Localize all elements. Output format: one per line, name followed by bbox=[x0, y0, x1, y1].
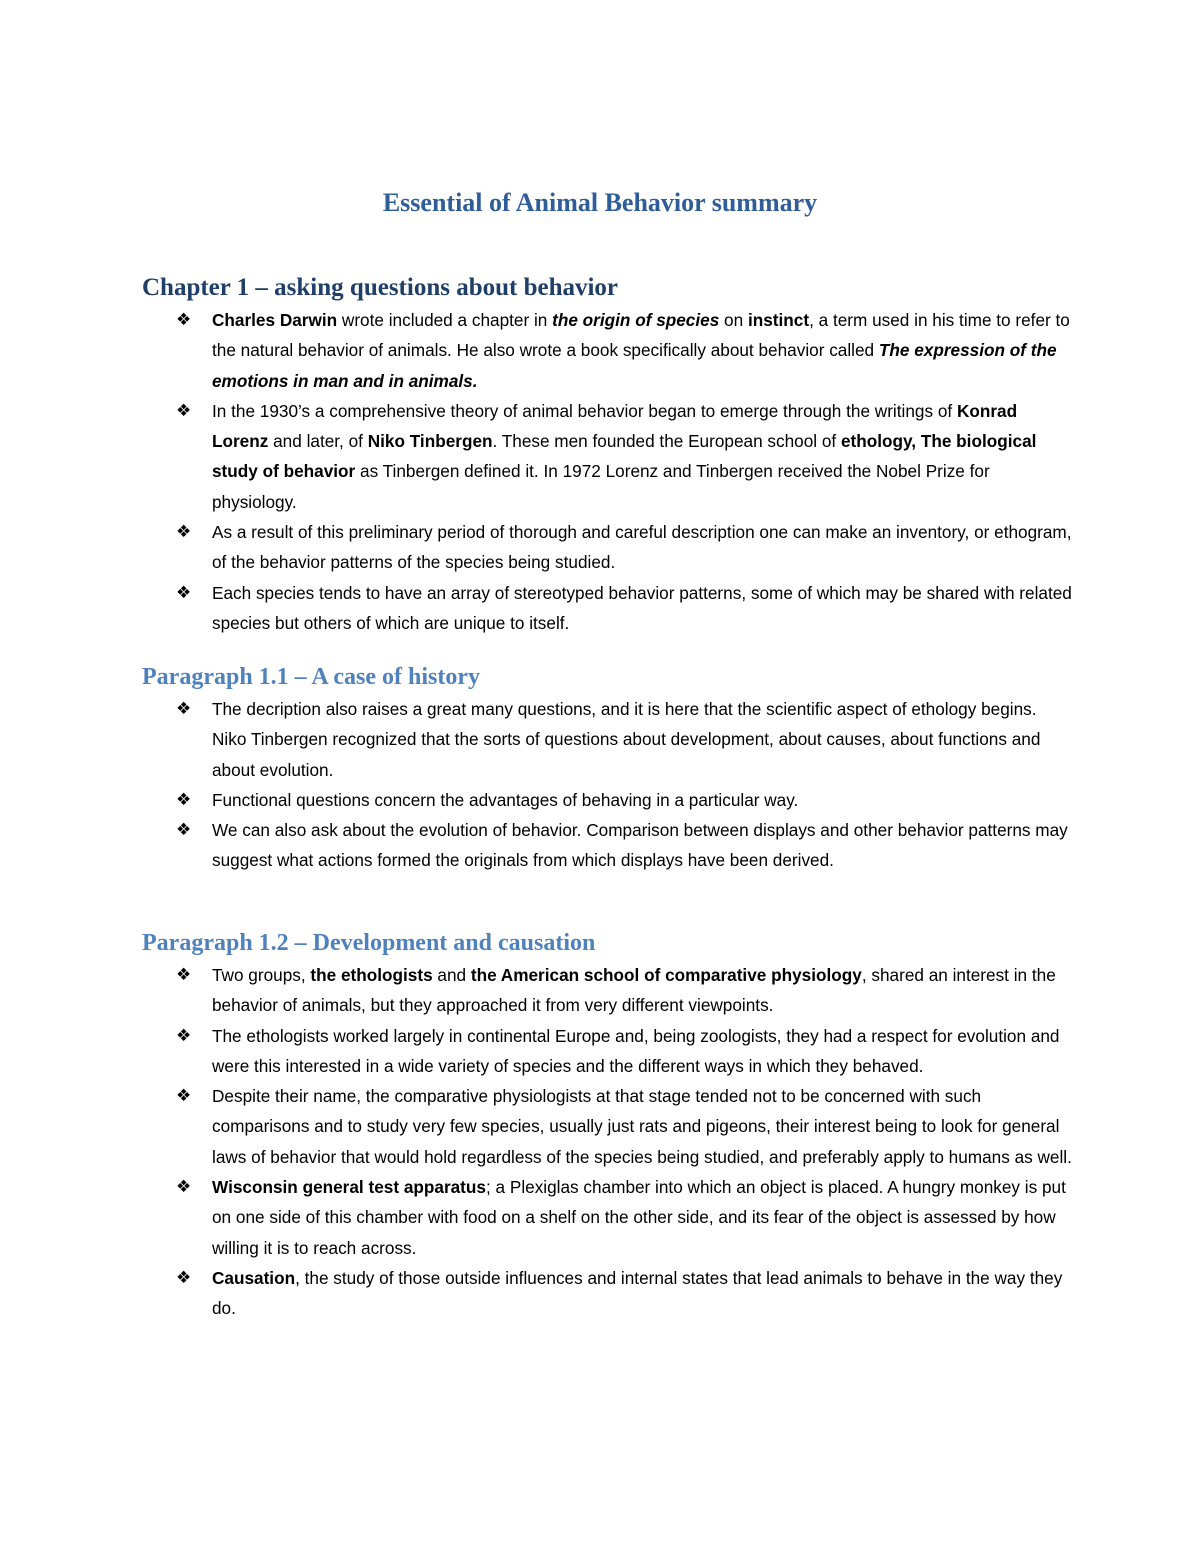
body-text: Two groups, bbox=[212, 965, 311, 985]
body-text: Functional questions concern the advantages of behaving in a particular way. bbox=[212, 789, 799, 810]
body-text: and bbox=[432, 965, 471, 985]
body-text: , the study of those outside influences and internal states that lead animals to behave in the way they do. bbox=[212, 1267, 1063, 1319]
emphasis-text: Wisconsin general test apparatus bbox=[212, 1177, 486, 1198]
diamond-bullet-icon: ❖ bbox=[176, 820, 192, 841]
diamond-bullet-icon: ❖ bbox=[176, 310, 192, 330]
emphasis-text: instinct bbox=[747, 310, 810, 330]
list-item bbox=[142, 396, 1072, 517]
diamond-bullet-icon: ❖ bbox=[176, 1267, 192, 1288]
body-text: , shared an interest in the behavior of animals, but they approached it from very different viewpoints. bbox=[212, 965, 1056, 1016]
diamond-bullet-icon: ❖ bbox=[176, 789, 192, 810]
body-text: ; a Plexiglas chamber into which an object is placed. A hungry monkey is put on one side of this chamber with food on a shelf on the other side, and its fear of the object is assessed by how willing it is to reach across. bbox=[212, 1177, 1066, 1258]
body-text: wrote included a chapter in bbox=[337, 310, 553, 330]
diamond-bullet-icon: ❖ bbox=[176, 965, 192, 985]
diamond-bullet-icon: ❖ bbox=[176, 1086, 192, 1107]
body-text: . These men founded the European school of bbox=[492, 431, 841, 452]
bullet-list bbox=[142, 305, 1072, 638]
body-text: Despite their name, the comparative physiologists at that stage tended not to be concerned with such comparisons and to study very few species, usually just rats and pigeons, their interest being to look for general laws of behavior that would hold regardless of the species being studied, and preferably apply to humans as well. bbox=[212, 1086, 1072, 1167]
bullet-list bbox=[142, 960, 1072, 1324]
emphasis-text: Causation bbox=[212, 1267, 296, 1288]
list-item bbox=[142, 815, 1072, 876]
list-item bbox=[142, 305, 1072, 396]
emphasis-text: Konrad Lorenz bbox=[212, 400, 1018, 452]
diamond-bullet-icon: ❖ bbox=[176, 1025, 192, 1046]
emphasis-text: ethology, The biological study of behavior bbox=[212, 431, 1037, 482]
diamond-bullet-icon: ❖ bbox=[176, 699, 192, 719]
list-item bbox=[142, 1081, 1072, 1172]
emphasis-text: the ethologists bbox=[310, 965, 433, 985]
body-text: As a result of this preliminary period of thorough and careful description one can make an inventory, or ethogram, of the behavior patterns of the species being studied. bbox=[212, 522, 1072, 573]
diamond-bullet-icon: ❖ bbox=[176, 400, 192, 421]
list-item bbox=[142, 517, 1072, 578]
list-item bbox=[142, 1172, 1072, 1263]
diamond-bullet-icon: ❖ bbox=[176, 522, 192, 543]
section-paragraph-1-1 bbox=[142, 660, 1072, 876]
body-text: Each species tends to have an array of stereotyped behavior patterns, some of which may be shared with related species but others of which are unique to itself. bbox=[212, 582, 1072, 633]
emphasis-text: the American school of comparative physiology bbox=[470, 965, 862, 985]
section-heading: Chapter 1 – asking questions about behavior bbox=[142, 274, 619, 301]
body-text: In the 1930’s a comprehensive theory of animal behavior began to emerge through the writings of bbox=[212, 400, 957, 421]
section-heading: Paragraph 1.2 – Development and causation bbox=[142, 930, 596, 956]
section-heading: Paragraph 1.1 – A case of history bbox=[142, 664, 480, 690]
diamond-bullet-icon: ❖ bbox=[176, 582, 192, 603]
emphasis-text: Niko Tinbergen bbox=[367, 431, 493, 452]
page-title: Essential of Animal Behavior summary bbox=[382, 188, 818, 217]
emphasis-text: Charles Darwin bbox=[212, 310, 338, 330]
section-paragraph-1-2 bbox=[142, 926, 1072, 1324]
list-item bbox=[142, 694, 1072, 785]
body-text: as Tinbergen defined it. In 1972 Lorenz and Tinbergen received the Nobel Prize for physiology. bbox=[212, 461, 990, 512]
list-item bbox=[142, 1263, 1072, 1324]
list-item bbox=[142, 578, 1072, 639]
body-text: We can also ask about the evolution of behavior. Comparison between displays and other behavior patterns may suggest what actions formed the originals from which displays have been derived. bbox=[212, 820, 1068, 871]
body-text: and later, of bbox=[268, 431, 368, 452]
emphasis-text: The expression of the emotions in man and in animals. bbox=[212, 340, 1057, 391]
emphasis-text: the origin of species bbox=[552, 310, 720, 330]
body-text: The decription also raises a great many questions, and it is here that the scientific aspect of ethology begins. Niko Tinbergen recognized that the sorts of questions about development, about causes, about functions and about evolution. bbox=[212, 699, 1041, 780]
body-text: The ethologists worked largely in continental Europe and, being zoologists, they had a respect for evolution and were this interested in a wide variety of species and the different ways in which they behaved. bbox=[212, 1025, 1060, 1076]
diamond-bullet-icon: ❖ bbox=[176, 1177, 192, 1198]
section-chapter-1 bbox=[142, 271, 1072, 638]
body-text: on bbox=[719, 310, 748, 330]
list-item bbox=[142, 1021, 1072, 1082]
body-text: , a term used in his time to refer to the natural behavior of animals. He also wrote a book specifically about behavior called bbox=[212, 310, 1070, 361]
list-item bbox=[142, 785, 1072, 815]
list-item bbox=[142, 960, 1072, 1021]
bullet-list bbox=[142, 694, 1072, 876]
